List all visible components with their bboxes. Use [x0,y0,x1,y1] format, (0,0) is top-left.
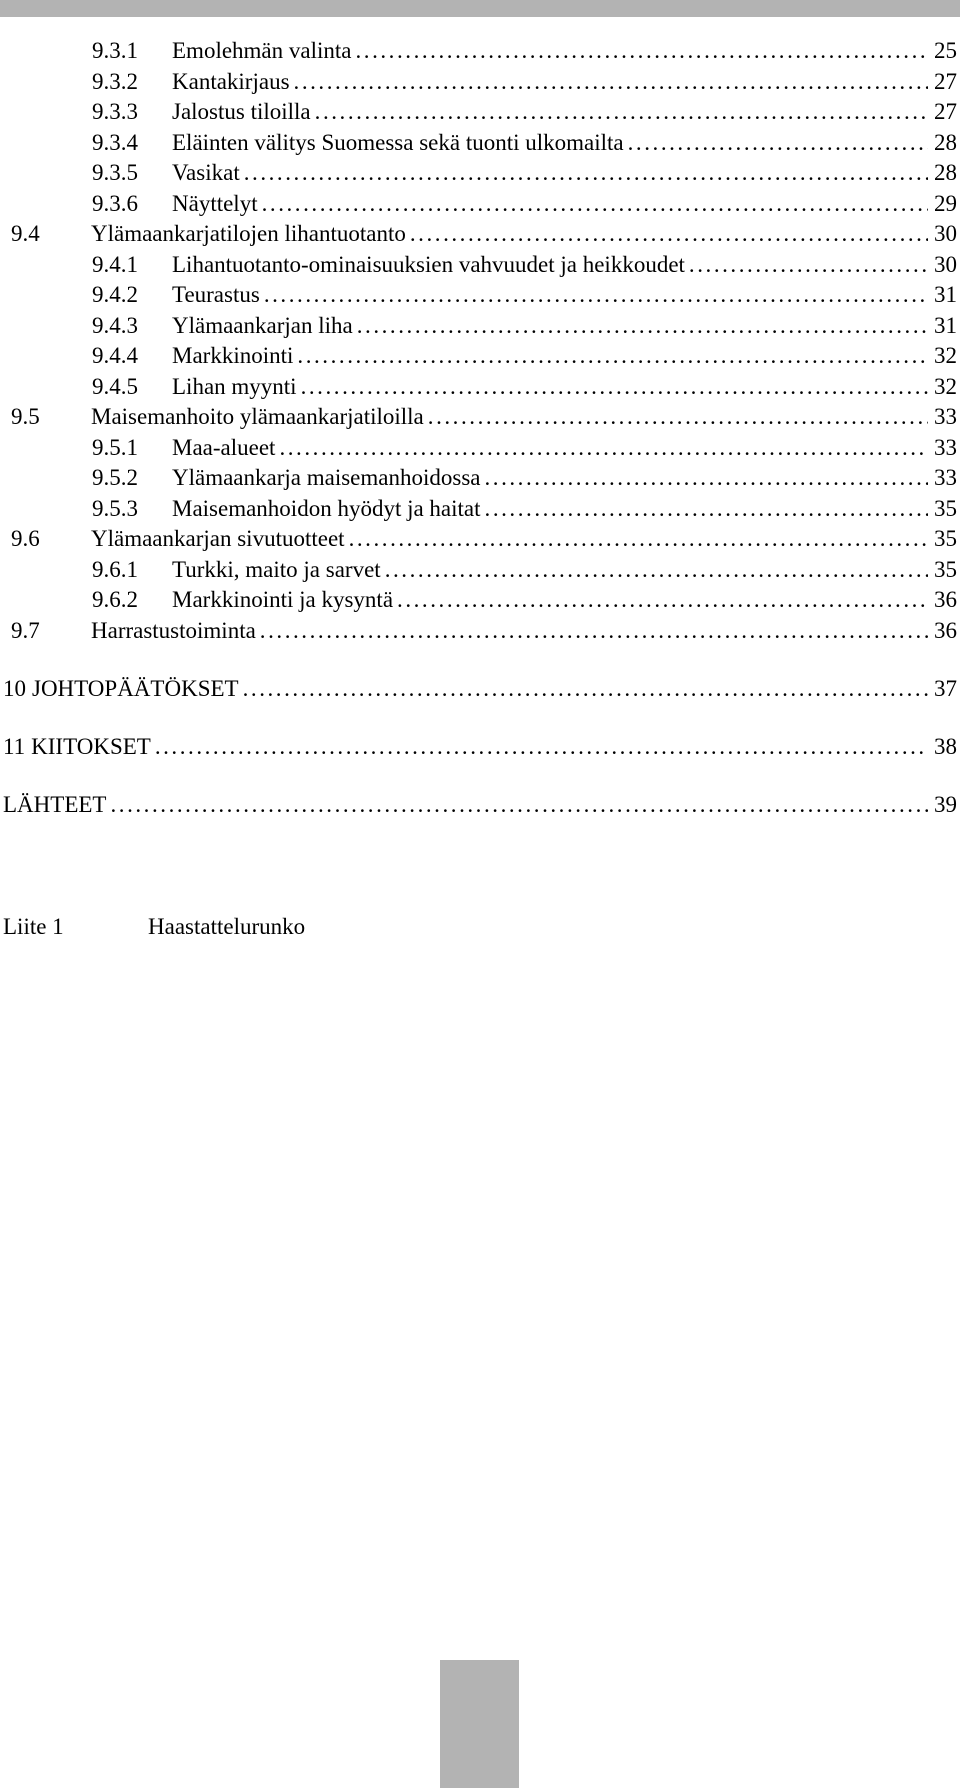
toc-entry-page-number: 39 [934,791,957,817]
toc-entry-number: 9.6.1 [92,556,138,582]
toc-dot-leader [244,158,928,188]
toc-entry[interactable] [11,616,957,646]
toc-dot-leader [355,36,928,66]
toc-entry-page-number: 27 [934,68,957,94]
top-gray-bar [0,0,960,17]
toc-dot-leader [385,555,928,585]
toc-entry-title: Emolehmän valinta [172,38,352,63]
toc-entry-page-number: 30 [934,251,957,277]
toc-entry-number: 9.5.1 [92,434,138,460]
toc-entry[interactable] [92,463,957,493]
toc-entry[interactable] [11,524,957,554]
toc-entry-title: Lihan myynti [172,373,297,399]
toc-dot-leader [484,463,928,493]
toc-entry[interactable] [3,790,957,820]
toc-entry-page-number: 31 [934,312,957,338]
toc-entry-number: 9.3.1 [92,38,138,63]
toc-entry-page-number: 25 [934,38,957,63]
toc-dot-leader [485,494,928,524]
toc-entry[interactable] [92,585,957,615]
toc-entry[interactable] [92,158,957,188]
toc-dot-leader [243,674,928,704]
toc-entry-title: Eläinten välitys Suomessa sekä tuonti ulkomailta [172,129,624,155]
toc-entry-title: Vasikat [172,160,240,185]
toc-entry-number: 9.5.3 [92,495,138,521]
toc-entry-number: 9.3.4 [92,129,138,155]
toc-entry-title: Jalostus tiloilla [172,99,311,124]
toc-entry[interactable] [3,732,957,762]
toc-dot-leader [357,311,928,341]
toc-entry-number: 9.5 [11,404,40,429]
toc-entry-page-number: 35 [934,526,957,551]
toc-entry-title: Ylämaankarjan liha [172,312,353,338]
toc-entry-title: KIITOKSET [31,733,151,759]
toc-dot-leader [689,250,928,280]
appendix-title: Haastattelurunko [148,914,306,939]
toc-entry-page-number: 33 [934,434,957,460]
toc-dot-leader [294,67,928,97]
toc-entry-title: Lihantuotanto-ominaisuuksien vahvuudet ja heikkoudet [172,251,685,277]
toc-entry-number: 9.3.6 [92,190,138,216]
toc-entry-title: Ylämaankarja maisemanhoidossa [172,465,481,490]
toc-entry[interactable] [92,433,957,463]
toc-entry[interactable] [92,67,957,97]
toc-entry-number: 9.4.3 [92,312,138,338]
toc-entry-title: JOHTOPÄÄTÖKSET [32,675,239,701]
toc-entry-title: Kantakirjaus [172,68,290,94]
toc-entry[interactable] [92,280,957,310]
toc-entry-page-number: 32 [934,373,957,399]
toc-entry-page-number: 28 [934,160,957,185]
toc-dot-leader [315,97,928,127]
toc-entry-title: Markkinointi [172,343,294,368]
toc-entry-title: Maisemanhoidon hyödyt ja haitat [172,495,481,521]
toc-entry-number: 11 [3,733,26,759]
toc-entry-number: 9.4.1 [92,251,138,277]
toc-entry[interactable] [92,250,957,280]
toc-entry-title: LÄHTEET [3,791,107,817]
toc-entry[interactable] [92,372,957,402]
toc-entry-number: 9.6.2 [92,587,138,612]
toc-entry-number: 9.4.4 [92,343,138,368]
toc-entry-number: 9.6 [11,526,40,551]
toc-entry[interactable] [92,189,957,219]
toc-dot-leader [301,372,928,402]
toc-entry[interactable] [92,494,957,524]
toc-entry-page-number: 33 [934,465,957,490]
toc-entry-page-number: 27 [934,99,957,124]
toc-entry-number: 9.4.2 [92,282,138,307]
toc-entry[interactable] [11,402,957,432]
toc-entry-number: 9.3.2 [92,68,138,94]
toc-entry[interactable] [3,674,957,704]
toc-dot-leader [349,524,928,554]
toc-entry-page-number: 29 [934,190,957,216]
toc-entry[interactable] [11,219,957,249]
toc-entry-page-number: 33 [934,404,957,429]
toc-entry-page-number: 32 [934,343,957,368]
toc-entry-page-number: 28 [934,129,957,155]
appendix-label: Liite 1 [3,914,64,939]
toc-entry-title: Turkki, maito ja sarvet [172,556,381,582]
toc-dot-leader [397,585,928,615]
toc-entry[interactable] [92,311,957,341]
toc-entry-title: Markkinointi ja kysyntä [172,587,394,612]
toc-entry-title: Maisemanhoito ylämaankarjatiloilla [91,404,424,429]
toc-entry-number: 9.4.5 [92,373,138,399]
toc-dot-leader [155,732,928,762]
toc-entry-title: Harrastustoiminta [91,617,256,643]
toc-dot-leader [410,219,928,249]
toc-entry-number: 9.3.3 [92,99,138,124]
toc-entry-title: Ylämaankarjan sivutuotteet [91,526,345,551]
toc-entry[interactable] [92,97,957,127]
toc-entry-page-number: 36 [934,617,957,643]
toc-entry-title: Maa-alueet [172,434,276,460]
toc-entry-number: 9.5.2 [92,465,138,490]
toc-entry-page-number: 35 [934,495,957,521]
toc-entry[interactable] [92,128,957,158]
toc-entry[interactable] [92,341,957,371]
toc-dot-leader [260,616,928,646]
toc-dot-leader [628,128,928,158]
toc-entry-number: 9.4 [11,221,40,246]
toc-entry-title: Ylämaankarjatilojen lihantuotanto [91,221,406,246]
toc-dot-leader [279,433,928,463]
toc-entry-page-number: 31 [934,282,957,307]
toc-entry-number: 9.7 [11,617,40,643]
toc-entry-title: Näyttelyt [172,190,258,216]
toc-entry-title: Teurastus [172,282,260,307]
toc-entry-number: 10 [3,675,26,701]
appendix-entry [3,912,305,942]
toc-entry-number: 9.3.5 [92,160,138,185]
toc-entry-page-number: 36 [934,587,957,612]
toc-entry[interactable] [92,36,957,66]
toc-entry[interactable] [92,555,957,585]
toc-dot-leader [428,402,928,432]
toc-entry-page-number: 30 [934,221,957,246]
toc-entry-page-number: 37 [934,675,957,701]
toc-dot-leader [262,189,928,219]
toc-entry-page-number: 35 [934,556,957,582]
toc-dot-leader [264,280,928,310]
toc-entry-page-number: 38 [934,733,957,759]
toc-dot-leader [297,341,928,371]
toc-dot-leader [110,790,928,820]
page-number-box [440,1660,519,1788]
